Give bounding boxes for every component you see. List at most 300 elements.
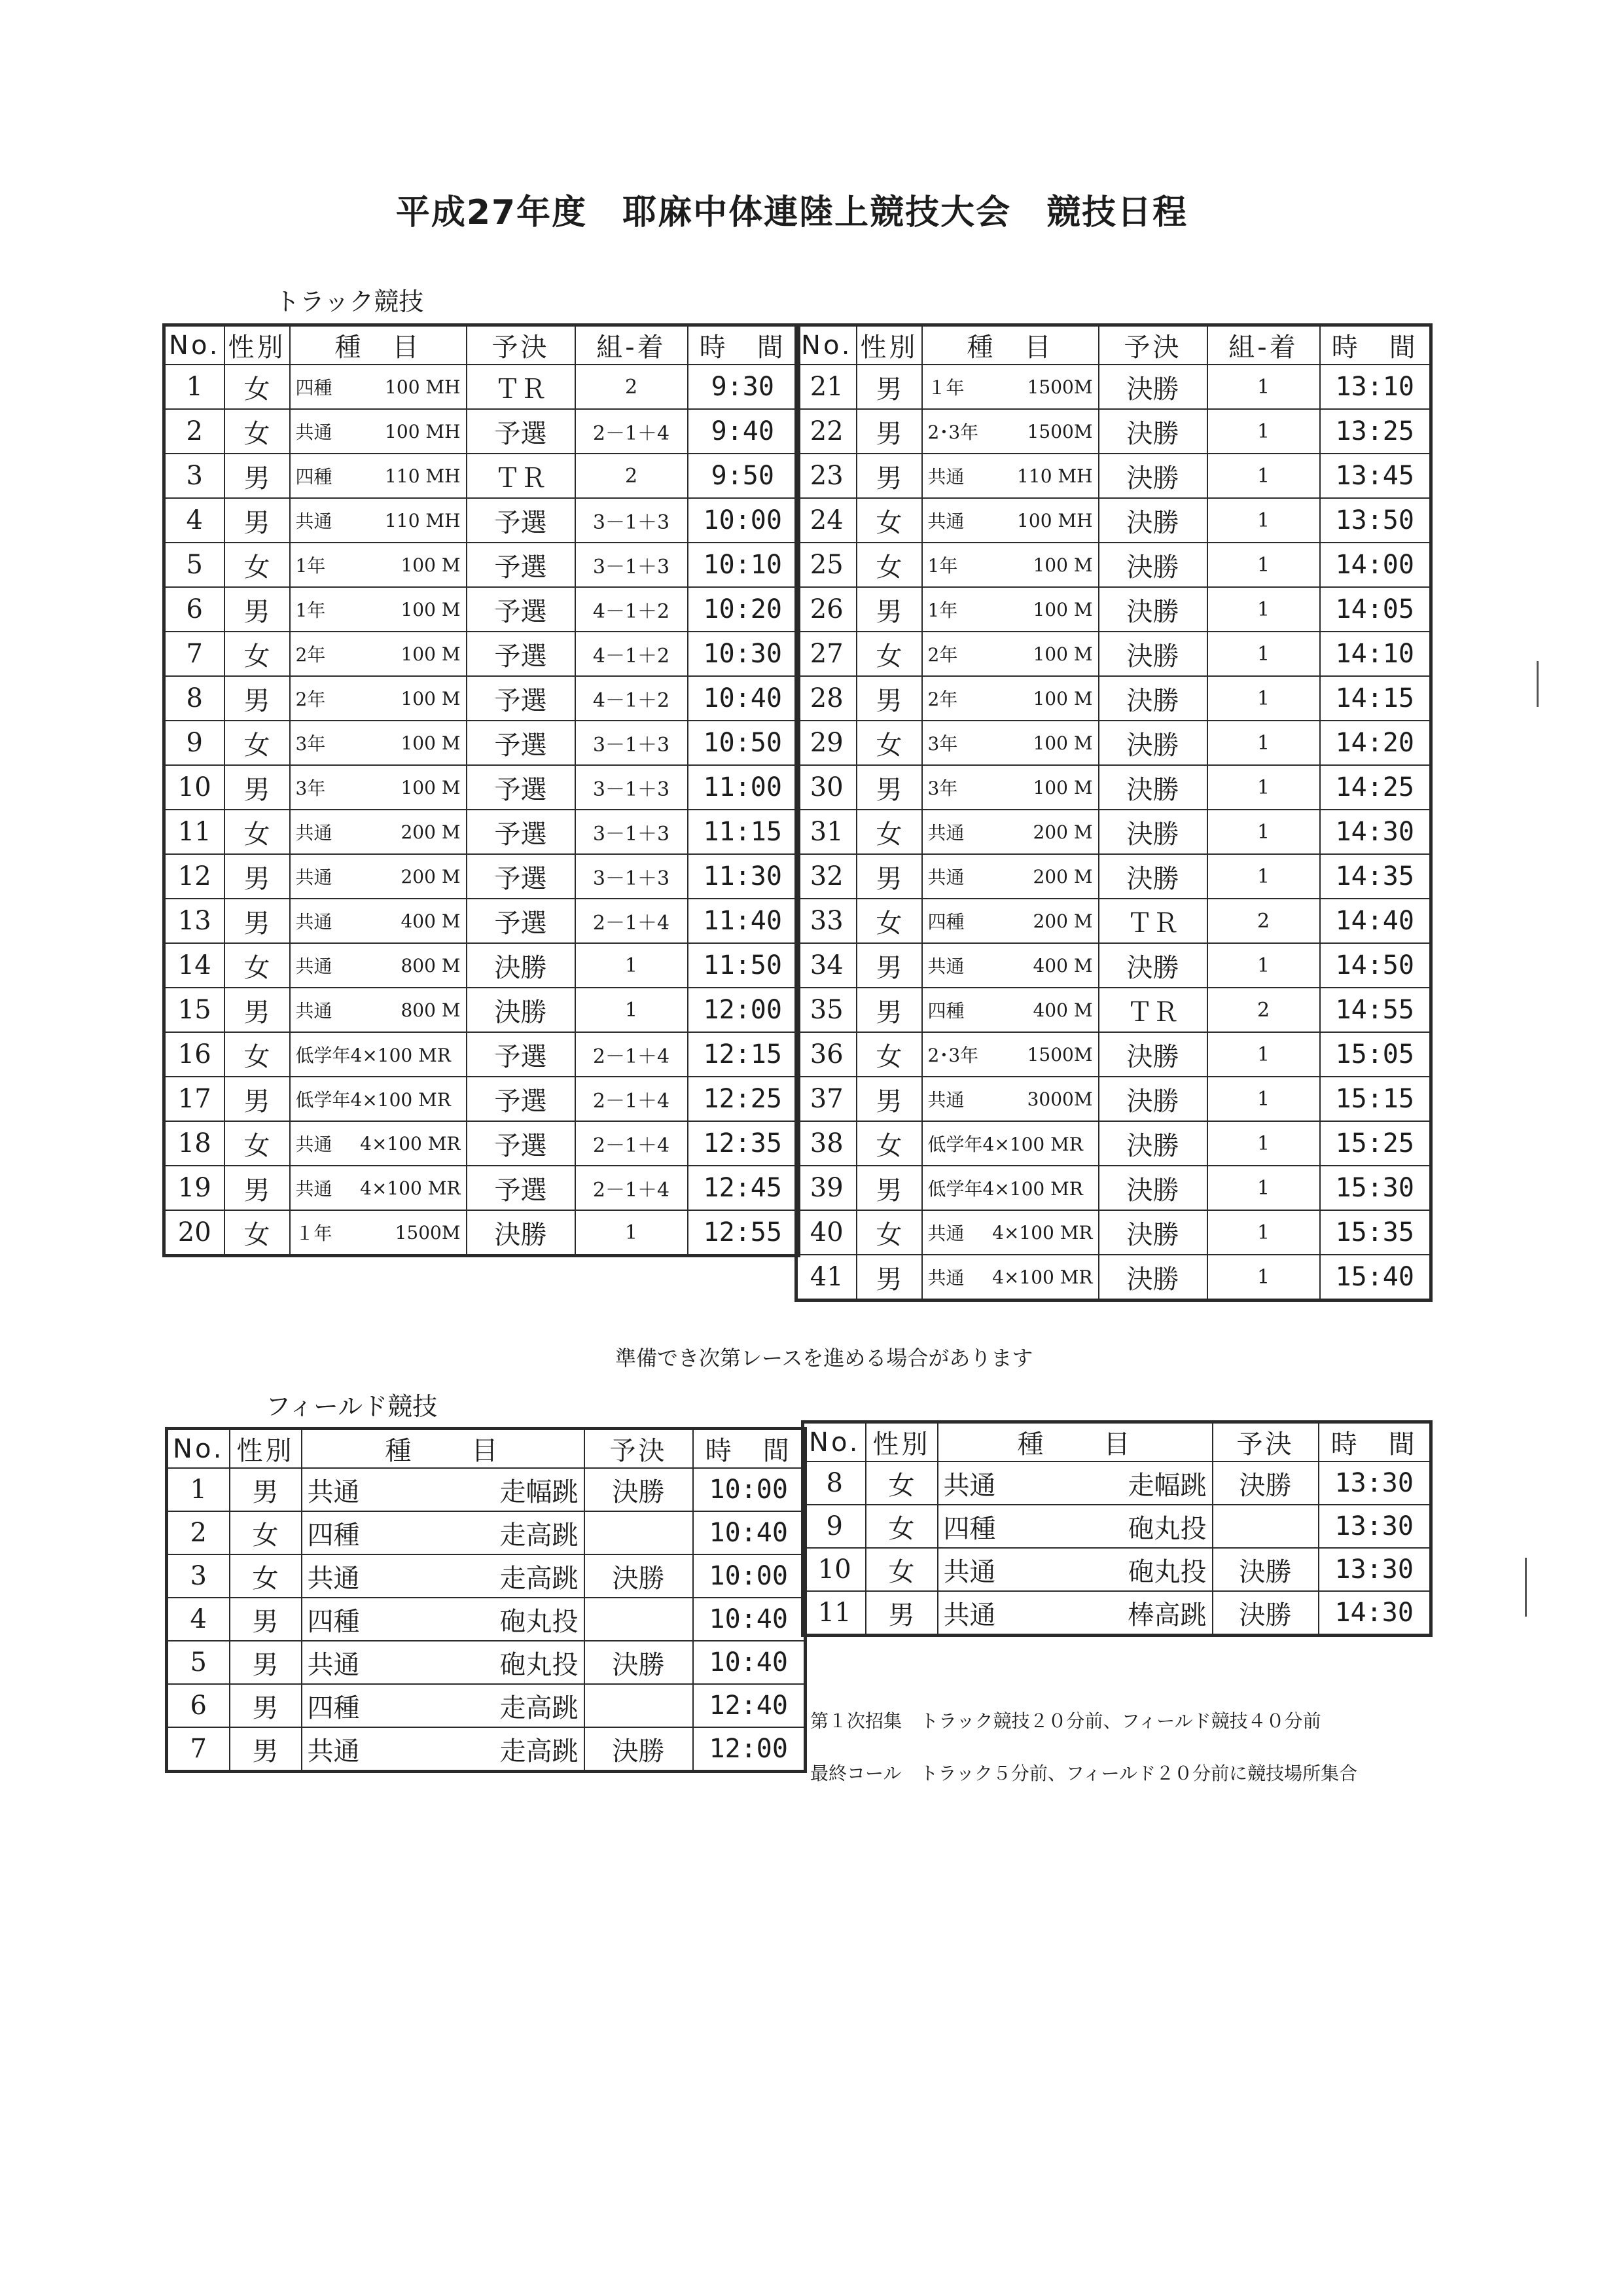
row-number: 35 [796, 988, 857, 1032]
row-time: 14:10 [1320, 632, 1431, 676]
row-time: 14:15 [1320, 676, 1431, 721]
event-distance: 100 M [1033, 643, 1093, 665]
row-time: 15:30 [1320, 1166, 1431, 1210]
table-row [167, 1727, 806, 1772]
table-row [167, 1641, 806, 1684]
event-category: 四種 [307, 1606, 360, 1637]
event-category: 共通 [927, 867, 965, 888]
row-number: 39 [796, 1166, 857, 1210]
row-class: 決勝 [467, 943, 575, 988]
row-sex: 男 [857, 676, 922, 721]
row-sex: 女 [224, 943, 290, 988]
table-row [164, 899, 799, 943]
row-number: 12 [164, 854, 224, 899]
row-number: 16 [164, 1032, 224, 1077]
row-number: 24 [796, 498, 857, 543]
event-distance: 800 M [401, 954, 461, 977]
event-category: 低学年4×100 MR [927, 1134, 1083, 1155]
row-sex: 男 [224, 587, 290, 632]
row-event [290, 365, 467, 409]
row-event [302, 1468, 584, 1511]
table-row [164, 1166, 799, 1210]
row-time: 10:10 [688, 543, 799, 587]
row-sex: 男 [857, 988, 922, 1032]
row-sex: 女 [857, 1121, 922, 1166]
row-class: 決勝 [1099, 1255, 1207, 1300]
event-distance: 400 M [401, 910, 461, 932]
row-class: 決勝 [1213, 1462, 1319, 1505]
event-category: 四種 [927, 1000, 965, 1022]
event-category: 共通 [307, 1649, 360, 1680]
event-category: 低学年4×100 MR [295, 1089, 451, 1111]
row-group: 2－1＋4 [575, 1032, 688, 1077]
table-row [796, 1255, 1431, 1300]
row-class [1213, 1505, 1319, 1548]
row-sex: 男 [857, 1166, 922, 1210]
event-distance: 100 M [401, 598, 461, 620]
event-wrap [925, 1130, 1096, 1157]
event-distance: 100 M [1033, 554, 1093, 576]
event-category: 3年 [295, 733, 326, 755]
row-sex: 男 [230, 1598, 302, 1641]
row-number: 21 [796, 365, 857, 409]
row-sex: 女 [857, 899, 922, 943]
event-distance: 4×100 MR [992, 1266, 1093, 1288]
row-number: 20 [164, 1210, 224, 1256]
header-time: 時 間 [1319, 1422, 1431, 1462]
row-group: 2－1＋4 [575, 1166, 688, 1210]
table-row [796, 543, 1431, 587]
row-class: 決勝 [1099, 943, 1207, 988]
row-class: 予選 [467, 1121, 575, 1166]
row-group: 1 [1207, 854, 1320, 899]
row-sex: 女 [224, 721, 290, 765]
row-class: 予選 [467, 498, 575, 543]
row-sex: 女 [224, 365, 290, 409]
row-time: 10:30 [688, 632, 799, 676]
row-number: 5 [167, 1641, 230, 1684]
row-event [290, 854, 467, 899]
row-class: 決勝 [1099, 543, 1207, 587]
event-distance: 110 MH [385, 465, 461, 487]
event-category: 共通 [295, 956, 332, 977]
table-row [164, 854, 799, 899]
event-name: 走幅跳 [1128, 1470, 1207, 1501]
row-number: 27 [796, 632, 857, 676]
row-time: 14:55 [1320, 988, 1431, 1032]
event-wrap [305, 1644, 581, 1681]
event-distance: 4×100 MR [360, 1132, 461, 1155]
event-wrap [293, 1175, 463, 1201]
row-number: 34 [796, 943, 857, 988]
row-class: ＴＲ [1099, 988, 1207, 1032]
row-number: 23 [796, 454, 857, 498]
event-wrap [293, 863, 463, 889]
event-distance: 800 M [401, 999, 461, 1021]
event-category: 共通 [307, 1477, 360, 1507]
event-distance: 100 M [401, 776, 461, 798]
row-sex: 男 [857, 1077, 922, 1121]
table-row [164, 632, 799, 676]
row-number: 3 [167, 1554, 230, 1598]
row-event [938, 1591, 1213, 1636]
event-category: 共通 [927, 1267, 965, 1289]
row-group: 1 [1207, 1210, 1320, 1255]
table-row [796, 498, 1431, 543]
event-distance: 100 MH [385, 376, 461, 398]
row-time: 15:05 [1320, 1032, 1431, 1077]
row-sex: 女 [857, 810, 922, 854]
header-no: No. [796, 325, 857, 365]
event-category: 2年 [927, 644, 958, 666]
row-class: 予選 [467, 632, 575, 676]
row-class: ＴＲ [467, 454, 575, 498]
event-category: 3年 [927, 778, 958, 799]
row-number: 9 [164, 721, 224, 765]
row-class: 決勝 [1099, 1121, 1207, 1166]
table-row [796, 810, 1431, 854]
table-row [164, 721, 799, 765]
header-time: 時 間 [688, 325, 799, 365]
row-number: 31 [796, 810, 857, 854]
row-group: 1 [1207, 365, 1320, 409]
header-event: 種 目 [938, 1422, 1213, 1462]
row-number: 17 [164, 1077, 224, 1121]
row-class: 予選 [467, 899, 575, 943]
event-category: 2年 [927, 689, 958, 710]
row-sex: 男 [224, 498, 290, 543]
event-name: 棒高跳 [1128, 1600, 1207, 1630]
row-number: 33 [796, 899, 857, 943]
row-class: 決勝 [467, 988, 575, 1032]
row-sex: 女 [224, 1121, 290, 1166]
row-class: 決勝 [1099, 587, 1207, 632]
row-class: 予選 [467, 543, 575, 587]
row-class: 決勝 [1213, 1591, 1319, 1636]
event-distance: 1500M [1027, 420, 1093, 442]
row-time: 12:45 [688, 1166, 799, 1210]
row-group: 2 [1207, 988, 1320, 1032]
row-number: 7 [167, 1727, 230, 1772]
row-event [922, 988, 1099, 1032]
row-sex: 男 [230, 1727, 302, 1772]
table-row [164, 1077, 799, 1121]
table-row [796, 454, 1431, 498]
event-wrap [293, 730, 463, 756]
row-event [938, 1505, 1213, 1548]
row-group: 2 [575, 365, 688, 409]
event-category: 2年 [295, 644, 326, 666]
row-time: 12:00 [688, 988, 799, 1032]
row-group: 1 [1207, 810, 1320, 854]
row-number: 11 [803, 1591, 866, 1636]
event-wrap [293, 596, 463, 622]
event-wrap [925, 1086, 1096, 1112]
row-class: 予選 [467, 1166, 575, 1210]
row-class: 決勝 [1099, 1077, 1207, 1121]
event-wrap [925, 507, 1096, 533]
event-name: 砲丸投 [1128, 1513, 1207, 1544]
event-category: 共通 [927, 466, 965, 488]
table-row [803, 1548, 1431, 1591]
row-event [922, 409, 1099, 454]
event-distance: 100 M [1033, 732, 1093, 754]
event-wrap [941, 1508, 1209, 1545]
row-event [922, 854, 1099, 899]
header-group: 組-着 [1207, 325, 1320, 365]
row-group: 2 [575, 454, 688, 498]
row-time: 10:50 [688, 721, 799, 765]
event-distance: 200 M [1033, 910, 1093, 932]
track-note: 準備でき次第レースを進める場合があります [615, 1346, 1033, 1371]
event-wrap [941, 1551, 1209, 1588]
table-row [167, 1468, 806, 1511]
row-number: 10 [803, 1548, 866, 1591]
row-class: 決勝 [584, 1554, 693, 1598]
row-number: 8 [803, 1462, 866, 1505]
event-category: 共通 [943, 1470, 996, 1501]
header-group: 組-着 [575, 325, 688, 365]
event-category: 共通 [927, 1223, 965, 1244]
event-wrap [293, 774, 463, 800]
row-event [290, 543, 467, 587]
event-wrap [293, 418, 463, 444]
row-group: 1 [575, 1210, 688, 1256]
event-category: 共通 [295, 1178, 332, 1200]
row-number: 38 [796, 1121, 857, 1166]
event-wrap [925, 463, 1096, 489]
header-class: 予決 [1099, 325, 1207, 365]
event-wrap [305, 1558, 581, 1595]
track-section-label: トラック競技 [275, 287, 424, 316]
event-wrap [925, 863, 1096, 889]
row-event [290, 1166, 467, 1210]
row-time: 10:40 [693, 1511, 806, 1554]
row-event [290, 1032, 467, 1077]
row-number: 11 [164, 810, 224, 854]
row-group: 4－1＋2 [575, 632, 688, 676]
track-header-row [796, 325, 1431, 365]
row-sex: 男 [230, 1468, 302, 1511]
event-wrap [293, 819, 463, 845]
row-class: 予選 [467, 1077, 575, 1121]
event-category: 共通 [927, 956, 965, 977]
row-sex: 男 [857, 1255, 922, 1300]
event-distance: 200 M [401, 865, 461, 888]
field-section-label: フィールド競技 [266, 1392, 438, 1421]
row-group: 4－1＋2 [575, 676, 688, 721]
row-time: 10:00 [688, 498, 799, 543]
table-row [164, 765, 799, 810]
row-group: 1 [1207, 1121, 1320, 1166]
event-name: 走高跳 [499, 1736, 579, 1767]
row-event [302, 1598, 584, 1641]
event-category: 2･3年 [927, 1045, 979, 1066]
event-category: 3年 [295, 778, 326, 799]
row-event [302, 1684, 584, 1727]
row-group: 1 [1207, 587, 1320, 632]
row-group: 1 [1207, 1032, 1320, 1077]
row-event [290, 943, 467, 988]
row-event [290, 632, 467, 676]
row-group: 2－1＋4 [575, 1121, 688, 1166]
table-row [164, 543, 799, 587]
event-category: 四種 [307, 1693, 360, 1723]
row-event [922, 1032, 1099, 1077]
row-number: 25 [796, 543, 857, 587]
event-category: 共通 [295, 911, 332, 933]
row-time: 12:35 [688, 1121, 799, 1166]
event-category: 低学年4×100 MR [927, 1178, 1083, 1200]
row-sex: 女 [866, 1462, 938, 1505]
row-event [302, 1641, 584, 1684]
row-class: 予選 [467, 765, 575, 810]
row-event [302, 1511, 584, 1554]
row-sex: 男 [224, 854, 290, 899]
row-time: 10:00 [693, 1468, 806, 1511]
event-category: 1年 [295, 555, 326, 577]
row-time: 10:40 [693, 1598, 806, 1641]
event-distance: 400 M [1033, 999, 1093, 1021]
event-category: 共通 [927, 1089, 965, 1111]
row-number: 4 [164, 498, 224, 543]
row-time: 12:55 [688, 1210, 799, 1256]
header-no: No. [167, 1429, 230, 1469]
table-row [796, 1166, 1431, 1210]
row-sex: 女 [857, 498, 922, 543]
row-sex: 男 [224, 676, 290, 721]
header-sex: 性別 [857, 325, 922, 365]
row-time: 13:30 [1319, 1548, 1431, 1591]
event-category: 3年 [927, 733, 958, 755]
event-wrap [925, 374, 1096, 400]
row-group: 3－1＋3 [575, 810, 688, 854]
row-number: 2 [164, 409, 224, 454]
event-wrap [305, 1601, 581, 1638]
row-event [922, 1121, 1099, 1166]
event-wrap [925, 774, 1096, 800]
table-row [164, 1121, 799, 1166]
event-wrap [305, 1515, 581, 1552]
table-row [167, 1598, 806, 1641]
header-event: 種 目 [922, 325, 1099, 365]
event-distance: 200 M [1033, 865, 1093, 888]
event-wrap [925, 1175, 1096, 1201]
row-number: 26 [796, 587, 857, 632]
event-category: 四種 [295, 377, 332, 399]
event-wrap [925, 596, 1096, 622]
event-wrap [925, 997, 1096, 1023]
event-distance: 100 MH [1017, 509, 1093, 531]
row-event [290, 899, 467, 943]
row-time: 15:15 [1320, 1077, 1431, 1121]
event-wrap [925, 819, 1096, 845]
row-time: 13:10 [1320, 365, 1431, 409]
row-class: 決勝 [1099, 365, 1207, 409]
event-name: 走高跳 [499, 1520, 579, 1551]
row-time: 10:40 [688, 676, 799, 721]
row-event [922, 365, 1099, 409]
event-wrap [293, 507, 463, 533]
table-row [803, 1462, 1431, 1505]
row-class [584, 1684, 693, 1727]
table-row [164, 1032, 799, 1077]
row-time: 14:30 [1319, 1591, 1431, 1636]
row-sex: 女 [230, 1511, 302, 1554]
row-event [922, 1210, 1099, 1255]
event-wrap [305, 1731, 581, 1768]
table-row [167, 1684, 806, 1727]
row-time: 9:50 [688, 454, 799, 498]
row-event [922, 1077, 1099, 1121]
event-distance: 200 M [401, 821, 461, 843]
row-group: 3－1＋3 [575, 765, 688, 810]
event-category: 共通 [927, 822, 965, 844]
row-number: 5 [164, 543, 224, 587]
table-row [164, 676, 799, 721]
event-category: 1年 [927, 600, 958, 621]
event-category: 共通 [307, 1563, 360, 1594]
row-number: 19 [164, 1166, 224, 1210]
table-row [796, 988, 1431, 1032]
header-no: No. [164, 325, 224, 365]
row-class: 予選 [467, 721, 575, 765]
row-number: 2 [167, 1511, 230, 1554]
row-number: 1 [167, 1468, 230, 1511]
row-class: 決勝 [1099, 721, 1207, 765]
table-row [167, 1511, 806, 1554]
row-group: 2 [1207, 899, 1320, 943]
row-class: 予選 [467, 587, 575, 632]
row-class: 予選 [467, 409, 575, 454]
row-event [938, 1462, 1213, 1505]
row-class: 決勝 [1099, 454, 1207, 498]
row-class: 予選 [467, 1032, 575, 1077]
event-category: 共通 [927, 511, 965, 532]
event-wrap [925, 1264, 1096, 1290]
row-group: 1 [1207, 765, 1320, 810]
row-sex: 男 [224, 454, 290, 498]
event-wrap [925, 685, 1096, 711]
row-time: 11:40 [688, 899, 799, 943]
event-category: 低学年4×100 MR [295, 1045, 451, 1066]
row-class: 予選 [467, 810, 575, 854]
row-time: 14:30 [1320, 810, 1431, 854]
row-event [290, 1121, 467, 1166]
row-group: 3－1＋3 [575, 543, 688, 587]
event-category: 共通 [943, 1600, 996, 1630]
table-row [164, 810, 799, 854]
row-sex: 女 [866, 1505, 938, 1548]
row-number: 37 [796, 1077, 857, 1121]
event-wrap [293, 1130, 463, 1157]
table-row [796, 899, 1431, 943]
row-time: 11:15 [688, 810, 799, 854]
row-class: 予選 [467, 854, 575, 899]
event-distance: 4×100 MR [992, 1221, 1093, 1244]
row-sex: 男 [857, 854, 922, 899]
event-wrap [925, 418, 1096, 444]
event-category: 共通 [295, 1134, 332, 1155]
row-number: 6 [167, 1684, 230, 1727]
event-category: 四種 [927, 911, 965, 933]
row-sex: 男 [857, 454, 922, 498]
header-time: 時 間 [693, 1429, 806, 1469]
row-number: 10 [164, 765, 224, 810]
row-time: 14:40 [1320, 899, 1431, 943]
row-time: 13:45 [1320, 454, 1431, 498]
table-row [803, 1505, 1431, 1548]
